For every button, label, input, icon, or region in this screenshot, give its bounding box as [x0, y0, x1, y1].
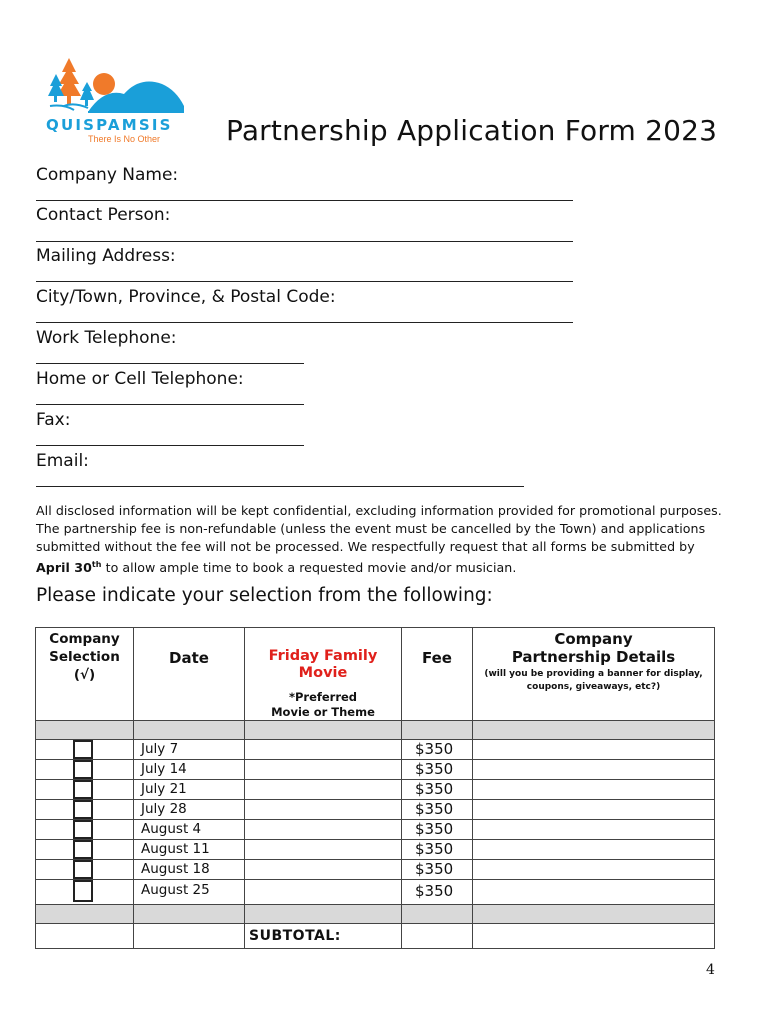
selection-cell	[36, 740, 134, 760]
movie-cell[interactable]	[245, 760, 402, 780]
movie-cell[interactable]	[245, 820, 402, 840]
deadline-date: April 30th	[36, 560, 102, 575]
header-movie-title: Friday Family Movie	[268, 648, 378, 681]
selection-cell	[36, 760, 134, 780]
contact-person-label: Contact Person:	[36, 205, 171, 225]
contact-person-field[interactable]	[36, 241, 573, 242]
movie-cell[interactable]	[245, 800, 402, 820]
details-cell[interactable]	[473, 820, 715, 840]
work-telephone-field[interactable]	[36, 363, 304, 364]
cell-telephone-field[interactable]	[36, 404, 304, 405]
shaded-separator-row	[36, 905, 715, 924]
fee-cell: $350	[402, 880, 473, 905]
date-cell: August 11	[134, 840, 245, 860]
header-company-selection: Company Selection (√)	[36, 628, 134, 721]
fee-cell: $350	[402, 760, 473, 780]
selection-checkbox[interactable]	[73, 840, 93, 859]
shaded-separator-row	[36, 721, 715, 740]
details-cell[interactable]	[473, 740, 715, 760]
logo-wordmark: QUISPAMSIS	[46, 116, 173, 134]
selection-checkbox[interactable]	[73, 800, 93, 819]
table-header-row	[36, 628, 715, 721]
email-label: Email:	[36, 451, 89, 471]
date-cell: August 18	[134, 860, 245, 880]
movie-cell[interactable]	[245, 880, 402, 905]
selection-cell	[36, 780, 134, 800]
movie-cell[interactable]	[245, 740, 402, 760]
subtotal-value-cell[interactable]	[402, 924, 473, 949]
date-cell: July 14	[134, 760, 245, 780]
date-cell: July 7	[134, 740, 245, 760]
notice-text-end: to allow ample time to book a requested movie and/or musician.	[101, 560, 517, 575]
table-row	[36, 740, 715, 760]
fee-cell: $350	[402, 780, 473, 800]
movie-cell[interactable]	[245, 860, 402, 880]
details-cell[interactable]	[473, 840, 715, 860]
selection-checkbox[interactable]	[73, 780, 93, 799]
header-details	[473, 628, 715, 721]
selection-cell	[36, 820, 134, 840]
city-province-postal-field[interactable]	[36, 322, 573, 323]
partnership-table	[35, 627, 715, 949]
logo-tagline: There Is No Other	[88, 134, 161, 144]
movie-cell[interactable]	[245, 780, 402, 800]
work-telephone-label: Work Telephone:	[36, 328, 177, 348]
date-cell: August 25	[134, 880, 245, 905]
table-row	[36, 880, 715, 905]
fax-label: Fax:	[36, 410, 71, 430]
logo-graphic	[44, 54, 194, 116]
date-cell: July 21	[134, 780, 245, 800]
selection-checkbox[interactable]	[73, 760, 93, 779]
date-cell: July 28	[134, 800, 245, 820]
details-cell[interactable]	[473, 880, 715, 905]
company-name-field[interactable]	[36, 200, 573, 201]
header-details-title: Company Partnership Details	[511, 630, 676, 666]
table-row	[36, 860, 715, 880]
fee-cell: $350	[402, 740, 473, 760]
header-movie-note: *Preferred Movie or Theme	[271, 690, 375, 719]
quispamsis-logo	[44, 54, 194, 149]
selection-cell	[36, 800, 134, 820]
page-title: Partnership Application Form 2023	[226, 114, 718, 147]
deadline-sup: th	[91, 560, 102, 569]
header-fee: Fee	[402, 628, 473, 721]
table-row	[36, 780, 715, 800]
selection-cell	[36, 880, 134, 905]
selection-checkbox[interactable]	[73, 820, 93, 839]
fee-cell: $350	[402, 860, 473, 880]
selection-checkbox[interactable]	[73, 860, 93, 879]
header-date: Date	[134, 628, 245, 721]
cell-telephone-label: Home or Cell Telephone:	[36, 369, 244, 389]
selection-prompt: Please indicate your selection from the following:	[36, 585, 493, 606]
fee-cell: $350	[402, 820, 473, 840]
subtotal-row	[36, 924, 715, 949]
fax-field[interactable]	[36, 445, 304, 446]
details-cell[interactable]	[473, 860, 715, 880]
mailing-address-field[interactable]	[36, 281, 573, 282]
selection-checkbox[interactable]	[73, 740, 93, 759]
details-cell[interactable]	[473, 760, 715, 780]
confidentiality-notice	[36, 502, 726, 577]
table-row	[36, 760, 715, 780]
header-details-note: (will you be providing a banner for display, coupons, giveaways, etc?)	[484, 669, 703, 692]
selection-cell	[36, 860, 134, 880]
fee-cell: $350	[402, 840, 473, 860]
table-row	[36, 800, 715, 820]
details-cell[interactable]	[473, 780, 715, 800]
details-cell[interactable]	[473, 800, 715, 820]
movie-cell[interactable]	[245, 840, 402, 860]
subtotal-label: SUBTOTAL:	[245, 924, 402, 949]
table-row	[36, 840, 715, 860]
selection-checkbox[interactable]	[73, 880, 93, 902]
fee-cell: $350	[402, 800, 473, 820]
header-movie	[245, 628, 402, 721]
city-province-postal-label: City/Town, Province, & Postal Code:	[36, 287, 336, 307]
page-number: 4	[706, 962, 715, 978]
table-row	[36, 820, 715, 840]
notice-text: All disclosed information will be kept confidential, excluding information provided for promotional purposes. The partnership fee is non-refundable (unless the event must be cancelled by the Town) and applications submitted without the fee will not be processed. We respectfully request that all forms be submitted by	[36, 503, 722, 554]
company-name-label: Company Name:	[36, 165, 179, 185]
selection-cell	[36, 840, 134, 860]
date-cell: August 4	[134, 820, 245, 840]
mailing-address-label: Mailing Address:	[36, 246, 176, 266]
email-field[interactable]	[36, 486, 524, 487]
